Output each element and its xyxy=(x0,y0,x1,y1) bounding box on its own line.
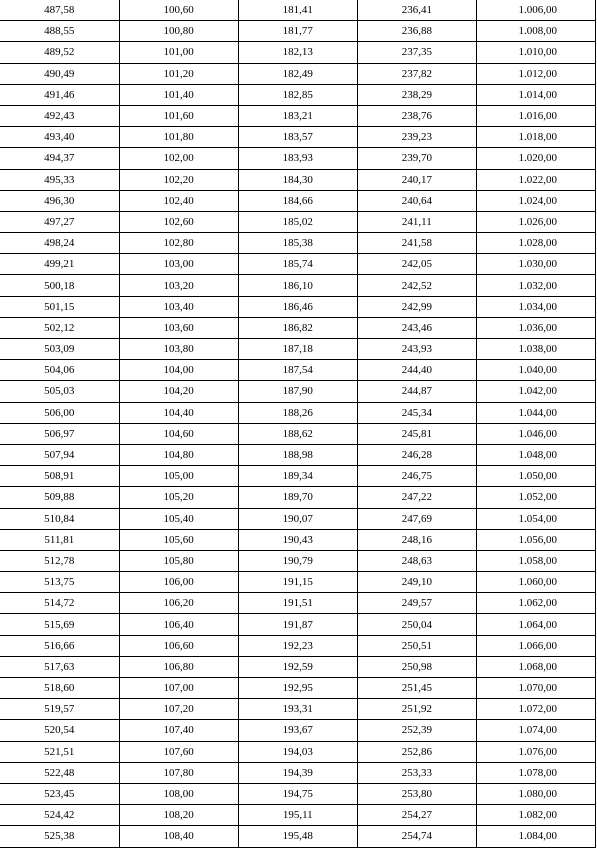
table-cell: 181,77 xyxy=(238,21,357,42)
table-row xyxy=(0,148,596,169)
table-cell: 185,02 xyxy=(238,211,357,232)
table-cell: 181,41 xyxy=(238,0,357,21)
table-row xyxy=(0,423,596,444)
table-cell: 521,51 xyxy=(0,741,119,762)
table-cell: 1.026,00 xyxy=(476,211,595,232)
table-cell: 488,55 xyxy=(0,21,119,42)
table-cell: 250,51 xyxy=(357,635,476,656)
table-cell: 1.080,00 xyxy=(476,783,595,804)
table-cell: 182,49 xyxy=(238,63,357,84)
table-cell: 1.046,00 xyxy=(476,423,595,444)
table-cell: 1.022,00 xyxy=(476,169,595,190)
table-cell: 183,93 xyxy=(238,148,357,169)
table-cell: 252,86 xyxy=(357,741,476,762)
table-cell: 108,20 xyxy=(119,805,238,826)
table-cell: 189,34 xyxy=(238,466,357,487)
table-cell: 1.012,00 xyxy=(476,63,595,84)
table-cell: 1.036,00 xyxy=(476,317,595,338)
table-cell: 193,67 xyxy=(238,720,357,741)
table-cell: 101,80 xyxy=(119,127,238,148)
table-cell: 249,10 xyxy=(357,572,476,593)
table-cell: 1.082,00 xyxy=(476,805,595,826)
table-row xyxy=(0,826,596,847)
table-cell: 1.060,00 xyxy=(476,572,595,593)
table-cell: 246,28 xyxy=(357,444,476,465)
table-cell: 1.006,00 xyxy=(476,0,595,21)
table-row xyxy=(0,233,596,254)
table-cell: 102,60 xyxy=(119,211,238,232)
table-cell: 184,66 xyxy=(238,190,357,211)
table-cell: 105,40 xyxy=(119,508,238,529)
table-cell: 186,46 xyxy=(238,296,357,317)
table-cell: 1.074,00 xyxy=(476,720,595,741)
table-cell: 192,95 xyxy=(238,678,357,699)
table-cell: 511,81 xyxy=(0,529,119,550)
table-cell: 190,79 xyxy=(238,550,357,571)
table-cell: 506,00 xyxy=(0,402,119,423)
table-cell: 183,57 xyxy=(238,127,357,148)
table-row xyxy=(0,360,596,381)
table-cell: 252,39 xyxy=(357,720,476,741)
table-cell: 507,94 xyxy=(0,444,119,465)
table-cell: 509,88 xyxy=(0,487,119,508)
table-cell: 241,58 xyxy=(357,233,476,254)
table-row xyxy=(0,211,596,232)
table-cell: 106,40 xyxy=(119,614,238,635)
table-cell: 239,23 xyxy=(357,127,476,148)
table-cell: 493,40 xyxy=(0,127,119,148)
table-cell: 105,00 xyxy=(119,466,238,487)
table-cell: 104,20 xyxy=(119,381,238,402)
table-cell: 506,97 xyxy=(0,423,119,444)
table-cell: 192,59 xyxy=(238,656,357,677)
table-cell: 245,34 xyxy=(357,402,476,423)
table-row xyxy=(0,487,596,508)
table-cell: 253,33 xyxy=(357,762,476,783)
table-cell: 242,99 xyxy=(357,296,476,317)
table-cell: 1.034,00 xyxy=(476,296,595,317)
table-cell: 522,48 xyxy=(0,762,119,783)
table-cell: 512,78 xyxy=(0,550,119,571)
table-cell: 246,75 xyxy=(357,466,476,487)
table-cell: 1.010,00 xyxy=(476,42,595,63)
table-cell: 249,57 xyxy=(357,593,476,614)
table-cell: 183,21 xyxy=(238,105,357,126)
table-cell: 1.084,00 xyxy=(476,826,595,847)
table-row xyxy=(0,275,596,296)
table-cell: 240,64 xyxy=(357,190,476,211)
table-row xyxy=(0,550,596,571)
table-row xyxy=(0,444,596,465)
table-cell: 520,54 xyxy=(0,720,119,741)
table-cell: 487,58 xyxy=(0,0,119,21)
table-cell: 194,75 xyxy=(238,783,357,804)
table-row xyxy=(0,296,596,317)
table-cell: 187,18 xyxy=(238,339,357,360)
table-cell: 1.076,00 xyxy=(476,741,595,762)
table-cell: 105,20 xyxy=(119,487,238,508)
table-row xyxy=(0,741,596,762)
table-cell: 525,38 xyxy=(0,826,119,847)
table-cell: 107,00 xyxy=(119,678,238,699)
table-cell: 1.068,00 xyxy=(476,656,595,677)
table-cell: 489,52 xyxy=(0,42,119,63)
table-cell: 251,45 xyxy=(357,678,476,699)
table-cell: 103,40 xyxy=(119,296,238,317)
table-cell: 185,74 xyxy=(238,254,357,275)
table-cell: 185,38 xyxy=(238,233,357,254)
table-row xyxy=(0,466,596,487)
table-cell: 107,40 xyxy=(119,720,238,741)
table-row xyxy=(0,805,596,826)
table-cell: 240,17 xyxy=(357,169,476,190)
table-cell: 1.040,00 xyxy=(476,360,595,381)
table-cell: 238,76 xyxy=(357,105,476,126)
table-cell: 241,11 xyxy=(357,211,476,232)
table-cell: 1.018,00 xyxy=(476,127,595,148)
table-cell: 516,66 xyxy=(0,635,119,656)
table-cell: 107,20 xyxy=(119,699,238,720)
table-cell: 1.056,00 xyxy=(476,529,595,550)
table-cell: 104,40 xyxy=(119,402,238,423)
table-cell: 186,82 xyxy=(238,317,357,338)
table-cell: 102,80 xyxy=(119,233,238,254)
table-cell: 191,87 xyxy=(238,614,357,635)
table-cell: 254,27 xyxy=(357,805,476,826)
table-cell: 1.032,00 xyxy=(476,275,595,296)
table-cell: 104,80 xyxy=(119,444,238,465)
table-cell: 182,13 xyxy=(238,42,357,63)
table-row xyxy=(0,381,596,402)
table-cell: 490,49 xyxy=(0,63,119,84)
table-cell: 1.078,00 xyxy=(476,762,595,783)
table-cell: 1.020,00 xyxy=(476,148,595,169)
table-cell: 1.064,00 xyxy=(476,614,595,635)
table-row xyxy=(0,317,596,338)
table-cell: 524,42 xyxy=(0,805,119,826)
table-cell: 1.050,00 xyxy=(476,466,595,487)
table-cell: 1.062,00 xyxy=(476,593,595,614)
table-cell: 523,45 xyxy=(0,783,119,804)
table-cell: 186,10 xyxy=(238,275,357,296)
table-cell: 191,15 xyxy=(238,572,357,593)
table-cell: 242,52 xyxy=(357,275,476,296)
table-cell: 253,80 xyxy=(357,783,476,804)
table-cell: 501,15 xyxy=(0,296,119,317)
table-cell: 194,39 xyxy=(238,762,357,783)
table-cell: 243,93 xyxy=(357,339,476,360)
table-cell: 244,40 xyxy=(357,360,476,381)
table-cell: 100,80 xyxy=(119,21,238,42)
table-row xyxy=(0,593,596,614)
table-row xyxy=(0,105,596,126)
table-cell: 237,82 xyxy=(357,63,476,84)
table-cell: 500,18 xyxy=(0,275,119,296)
table-cell: 236,88 xyxy=(357,21,476,42)
table-row xyxy=(0,783,596,804)
table-cell: 495,33 xyxy=(0,169,119,190)
table-cell: 102,00 xyxy=(119,148,238,169)
table-cell: 1.066,00 xyxy=(476,635,595,656)
table-cell: 188,26 xyxy=(238,402,357,423)
table-cell: 190,07 xyxy=(238,508,357,529)
table-cell: 239,70 xyxy=(357,148,476,169)
table-cell: 1.008,00 xyxy=(476,21,595,42)
table-cell: 107,80 xyxy=(119,762,238,783)
table-cell: 236,41 xyxy=(357,0,476,21)
table-cell: 103,20 xyxy=(119,275,238,296)
table-cell: 503,09 xyxy=(0,339,119,360)
table-cell: 254,74 xyxy=(357,826,476,847)
table-row xyxy=(0,762,596,783)
table-cell: 1.016,00 xyxy=(476,105,595,126)
table-cell: 188,98 xyxy=(238,444,357,465)
table-cell: 1.024,00 xyxy=(476,190,595,211)
table-cell: 1.014,00 xyxy=(476,84,595,105)
table-cell: 104,60 xyxy=(119,423,238,444)
table-row xyxy=(0,508,596,529)
table-cell: 502,12 xyxy=(0,317,119,338)
table-cell: 244,87 xyxy=(357,381,476,402)
table-row xyxy=(0,127,596,148)
table-cell: 248,63 xyxy=(357,550,476,571)
table-cell: 515,69 xyxy=(0,614,119,635)
table-row xyxy=(0,656,596,677)
table-cell: 505,03 xyxy=(0,381,119,402)
table-cell: 247,22 xyxy=(357,487,476,508)
table-cell: 1.058,00 xyxy=(476,550,595,571)
table-cell: 192,23 xyxy=(238,635,357,656)
table-cell: 517,63 xyxy=(0,656,119,677)
table-cell: 101,00 xyxy=(119,42,238,63)
table-cell: 513,75 xyxy=(0,572,119,593)
table-cell: 238,29 xyxy=(357,84,476,105)
table-cell: 189,70 xyxy=(238,487,357,508)
table-cell: 106,60 xyxy=(119,635,238,656)
table-cell: 248,16 xyxy=(357,529,476,550)
table-cell: 190,43 xyxy=(238,529,357,550)
table-row xyxy=(0,0,596,21)
table-cell: 106,20 xyxy=(119,593,238,614)
table-row xyxy=(0,63,596,84)
table-cell: 242,05 xyxy=(357,254,476,275)
table-row xyxy=(0,402,596,423)
table-cell: 104,00 xyxy=(119,360,238,381)
table-row xyxy=(0,720,596,741)
table-cell: 1.030,00 xyxy=(476,254,595,275)
table-row xyxy=(0,614,596,635)
table-row xyxy=(0,21,596,42)
table-cell: 1.070,00 xyxy=(476,678,595,699)
table-cell: 187,54 xyxy=(238,360,357,381)
table-row xyxy=(0,572,596,593)
table-cell: 1.042,00 xyxy=(476,381,595,402)
table-cell: 510,84 xyxy=(0,508,119,529)
table-row xyxy=(0,529,596,550)
table-cell: 187,90 xyxy=(238,381,357,402)
table-cell: 105,80 xyxy=(119,550,238,571)
table-cell: 195,11 xyxy=(238,805,357,826)
table-cell: 518,60 xyxy=(0,678,119,699)
table-cell: 103,60 xyxy=(119,317,238,338)
table-row xyxy=(0,254,596,275)
table-cell: 243,46 xyxy=(357,317,476,338)
table-cell: 519,57 xyxy=(0,699,119,720)
table-cell: 498,24 xyxy=(0,233,119,254)
table-cell: 508,91 xyxy=(0,466,119,487)
table-cell: 101,40 xyxy=(119,84,238,105)
table-cell: 182,85 xyxy=(238,84,357,105)
table-cell: 1.028,00 xyxy=(476,233,595,254)
table-row xyxy=(0,42,596,63)
table-cell: 103,00 xyxy=(119,254,238,275)
table-cell: 101,60 xyxy=(119,105,238,126)
table-cell: 250,98 xyxy=(357,656,476,677)
table-cell: 194,03 xyxy=(238,741,357,762)
table-cell: 102,40 xyxy=(119,190,238,211)
table-row xyxy=(0,339,596,360)
table-cell: 247,69 xyxy=(357,508,476,529)
table-cell: 492,43 xyxy=(0,105,119,126)
table-cell: 494,37 xyxy=(0,148,119,169)
table-cell: 237,35 xyxy=(357,42,476,63)
table-row xyxy=(0,635,596,656)
table-cell: 103,80 xyxy=(119,339,238,360)
table-row xyxy=(0,699,596,720)
table-cell: 107,60 xyxy=(119,741,238,762)
table-cell: 1.054,00 xyxy=(476,508,595,529)
table-cell: 100,60 xyxy=(119,0,238,21)
table-cell: 108,00 xyxy=(119,783,238,804)
table-cell: 1.044,00 xyxy=(476,402,595,423)
table-cell: 1.038,00 xyxy=(476,339,595,360)
table-cell: 105,60 xyxy=(119,529,238,550)
table-cell: 193,31 xyxy=(238,699,357,720)
table-row xyxy=(0,169,596,190)
table-cell: 1.048,00 xyxy=(476,444,595,465)
table-cell: 499,21 xyxy=(0,254,119,275)
table-cell: 101,20 xyxy=(119,63,238,84)
table-cell: 106,00 xyxy=(119,572,238,593)
table-cell: 1.072,00 xyxy=(476,699,595,720)
table-cell: 250,04 xyxy=(357,614,476,635)
table-cell: 188,62 xyxy=(238,423,357,444)
table-cell: 497,27 xyxy=(0,211,119,232)
table-cell: 251,92 xyxy=(357,699,476,720)
table-cell: 184,30 xyxy=(238,169,357,190)
table-cell: 514,72 xyxy=(0,593,119,614)
table-row xyxy=(0,190,596,211)
table-cell: 496,30 xyxy=(0,190,119,211)
table-cell: 108,40 xyxy=(119,826,238,847)
table-row xyxy=(0,678,596,699)
table-cell: 106,80 xyxy=(119,656,238,677)
table-cell: 491,46 xyxy=(0,84,119,105)
table-cell: 245,81 xyxy=(357,423,476,444)
table-row xyxy=(0,84,596,105)
table-cell: 195,48 xyxy=(238,826,357,847)
table-cell: 1.052,00 xyxy=(476,487,595,508)
table-cell: 191,51 xyxy=(238,593,357,614)
table-cell: 504,06 xyxy=(0,360,119,381)
table-cell: 102,20 xyxy=(119,169,238,190)
